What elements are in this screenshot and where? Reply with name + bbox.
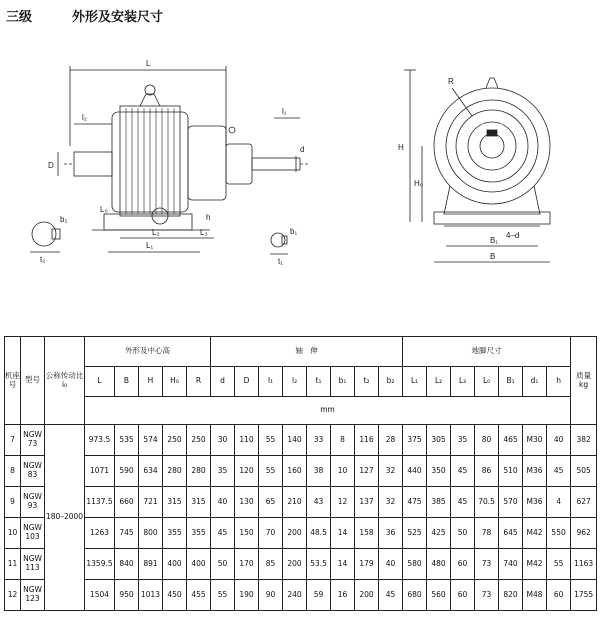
svg-text:t₁: t₁ [278,257,283,266]
value-cell: 200 [283,549,307,580]
value-cell: 53.5 [307,549,331,580]
page-title: 外形及安装尺寸 [72,10,164,25]
value-cell: 210 [283,487,307,518]
dim-L: L [146,59,151,68]
column-header: t₂ [355,367,379,397]
svg-text:b₁: b₁ [290,227,298,236]
seat-cell: 7 [5,425,21,456]
value-cell: 12 [331,487,355,518]
value-cell: 45 [451,487,475,518]
value-cell: 48.5 [307,518,331,549]
value-cell: 73 [475,549,499,580]
value-cell: 28 [379,425,403,456]
value-cell: 40 [211,487,235,518]
value-cell: 315 [163,487,187,518]
mass-cell: 505 [571,456,597,487]
model-cell: NGW 113 [21,549,45,580]
value-cell: 315 [187,487,211,518]
column-header: D [235,367,259,397]
column-header: d [211,367,235,397]
column-header: b₁ [331,367,355,397]
value-cell: 45 [211,518,235,549]
value-cell: 33 [307,425,331,456]
svg-text:h: h [206,213,211,222]
value-cell: 355 [187,518,211,549]
value-cell: 1013 [139,580,163,611]
value-cell: 179 [355,549,379,580]
table-row [5,425,597,456]
value-cell: 535 [115,425,139,456]
value-cell: 250 [163,425,187,456]
value-cell: 65 [259,487,283,518]
value-cell: 891 [139,549,163,580]
value-cell: 400 [163,549,187,580]
value-cell: 645 [499,518,523,549]
value-cell: 38 [307,456,331,487]
value-cell: 78 [475,518,499,549]
value-cell: 450 [163,580,187,611]
value-cell: 740 [499,549,523,580]
value-cell: 120 [235,456,259,487]
value-cell: 355 [163,518,187,549]
svg-text:4–d: 4–d [506,231,520,240]
svg-text:D: D [48,161,54,170]
value-cell: 70 [259,518,283,549]
model-cell: NGW 73 [21,425,45,456]
value-cell: 45 [547,456,571,487]
value-cell: 40 [379,549,403,580]
value-cell: 660 [115,487,139,518]
value-cell: 55 [259,425,283,456]
value-cell: 45 [451,456,475,487]
value-cell: 158 [355,518,379,549]
value-cell: 190 [235,580,259,611]
column-header: L [85,367,115,397]
value-cell: 170 [235,549,259,580]
value-cell: 116 [355,425,379,456]
level-label: 三级 [6,10,33,25]
value-cell: 525 [403,518,427,549]
value-cell: 73 [475,580,499,611]
value-cell: 80 [475,425,499,456]
table-row [5,580,597,611]
value-cell: 250 [187,425,211,456]
model-cell: NGW 93 [21,487,45,518]
mass-cell: 627 [571,487,597,518]
value-cell: 160 [283,456,307,487]
value-cell: 1137.5 [85,487,115,518]
column-header: h [547,367,571,397]
shaft-group-header: 轴 伸 [211,337,403,367]
value-cell: 50 [211,549,235,580]
model-header: 型号 [21,337,45,425]
value-cell: 375 [403,425,427,456]
value-cell: 280 [187,456,211,487]
value-cell: 137 [355,487,379,518]
seat-cell: 10 [5,518,21,549]
model-cell: NGW 123 [21,580,45,611]
table-row [5,518,597,549]
column-header: l₂ [283,367,307,397]
value-cell: M42 [523,549,547,580]
mass-cell: 962 [571,518,597,549]
mass-cell: 1755 [571,580,597,611]
value-cell: M30 [523,425,547,456]
value-cell: 570 [499,487,523,518]
value-cell: 40 [547,425,571,456]
value-cell: 425 [427,518,451,549]
seat-cell: 8 [5,456,21,487]
column-header: l₁ [259,367,283,397]
table-row [5,456,597,487]
value-cell: 8 [331,425,355,456]
value-cell: M48 [523,580,547,611]
svg-text:B: B [490,252,496,261]
value-cell: 480 [427,549,451,580]
value-cell: 90 [259,580,283,611]
value-cell: 560 [427,580,451,611]
value-cell: 1071 [85,456,115,487]
table-row [5,487,597,518]
column-header: L₀ [475,367,499,397]
value-cell: 55 [211,580,235,611]
value-cell: 820 [499,580,523,611]
value-cell: M36 [523,487,547,518]
front-view [48,59,310,252]
value-cell: 580 [403,549,427,580]
value-cell: 1359.5 [85,549,115,580]
svg-text:l₂: l₂ [82,113,87,122]
value-cell: 35 [451,425,475,456]
value-cell: 110 [235,425,259,456]
model-cell: NGW 103 [21,518,45,549]
value-cell: 32 [379,456,403,487]
value-cell: 14 [331,518,355,549]
value-cell: 1504 [85,580,115,611]
column-header: d₁ [523,367,547,397]
value-cell: 385 [427,487,451,518]
value-cell: 840 [115,549,139,580]
column-header: H₀ [163,367,187,397]
seat-cell: 9 [5,487,21,518]
column-header: B₁ [499,367,523,397]
svg-text:L₁: L₁ [146,241,154,250]
foot-group-header: 地脚尺寸 [403,337,571,367]
value-cell: 60 [451,549,475,580]
svg-text:H: H [398,143,404,152]
value-cell: 800 [139,518,163,549]
value-cell: 400 [187,549,211,580]
unit-label: mm [85,397,571,425]
svg-text:d: d [300,145,305,154]
value-cell: 745 [115,518,139,549]
mass-cell: 1163 [571,549,597,580]
value-cell: 200 [283,518,307,549]
value-cell: 59 [307,580,331,611]
outline-group-header: 外形及中心高 [85,337,211,367]
column-header: L₁ [403,367,427,397]
value-cell: 86 [475,456,499,487]
value-cell: 240 [283,580,307,611]
column-header: R [187,367,211,397]
value-cell: 680 [403,580,427,611]
model-cell: NGW 83 [21,456,45,487]
value-cell: 127 [355,456,379,487]
column-header: b₂ [379,367,403,397]
ratio-header: 公称传动比 i₀ [45,337,85,425]
column-header: L₂ [427,367,451,397]
value-cell: 465 [499,425,523,456]
value-cell: 35 [211,456,235,487]
svg-text:H₀: H₀ [414,179,424,188]
seat-header: 机座号 [5,337,21,425]
value-cell: M36 [523,456,547,487]
value-cell: 55 [259,456,283,487]
value-cell: 16 [331,580,355,611]
shaft-section-2 [270,227,297,266]
value-cell: 550 [547,518,571,549]
value-cell: 440 [403,456,427,487]
value-cell: 60 [547,580,571,611]
value-cell: 475 [403,487,427,518]
value-cell: 30 [211,425,235,456]
value-cell: 510 [499,456,523,487]
value-cell: 130 [235,487,259,518]
value-cell: 150 [235,518,259,549]
value-cell: 85 [259,549,283,580]
value-cell: 140 [283,425,307,456]
mass-cell: 382 [571,425,597,456]
value-cell: 50 [451,518,475,549]
side-view [398,70,550,262]
value-cell: 950 [115,580,139,611]
column-header: H [139,367,163,397]
value-cell: 350 [427,456,451,487]
value-cell: 36 [379,518,403,549]
svg-text:L₀: L₀ [100,205,108,214]
column-header: L₃ [451,367,475,397]
mass-header: 质量 kg [571,337,597,425]
svg-text:L₃: L₃ [200,228,208,237]
value-cell: 574 [139,425,163,456]
shaft-section-1 [30,215,68,264]
svg-text:L₂: L₂ [152,228,160,237]
value-cell: 32 [379,487,403,518]
svg-text:l₁: l₁ [282,107,287,116]
value-cell: 10 [331,456,355,487]
ratio-cell: 180–2000 [45,425,85,611]
value-cell: 43 [307,487,331,518]
seat-cell: 12 [5,580,21,611]
value-cell: 455 [187,580,211,611]
column-header: t₁ [307,367,331,397]
svg-text:t₂: t₂ [40,255,46,264]
value-cell: 200 [355,580,379,611]
seat-cell: 11 [5,549,21,580]
svg-text:B₁: B₁ [490,236,499,245]
value-cell: 14 [331,549,355,580]
column-header: B [115,367,139,397]
value-cell: 70.5 [475,487,499,518]
value-cell: 60 [451,580,475,611]
value-cell: 973.5 [85,425,115,456]
installation-drawing [0,26,600,326]
value-cell: 590 [115,456,139,487]
value-cell: 4 [547,487,571,518]
value-cell: 721 [139,487,163,518]
value-cell: 634 [139,456,163,487]
spec-table [4,336,597,611]
svg-text:R: R [448,77,454,86]
value-cell: M42 [523,518,547,549]
table-row [5,549,597,580]
value-cell: 305 [427,425,451,456]
svg-text:b₂: b₂ [60,215,68,224]
value-cell: 1263 [85,518,115,549]
value-cell: 45 [379,580,403,611]
value-cell: 280 [163,456,187,487]
value-cell: 55 [547,549,571,580]
